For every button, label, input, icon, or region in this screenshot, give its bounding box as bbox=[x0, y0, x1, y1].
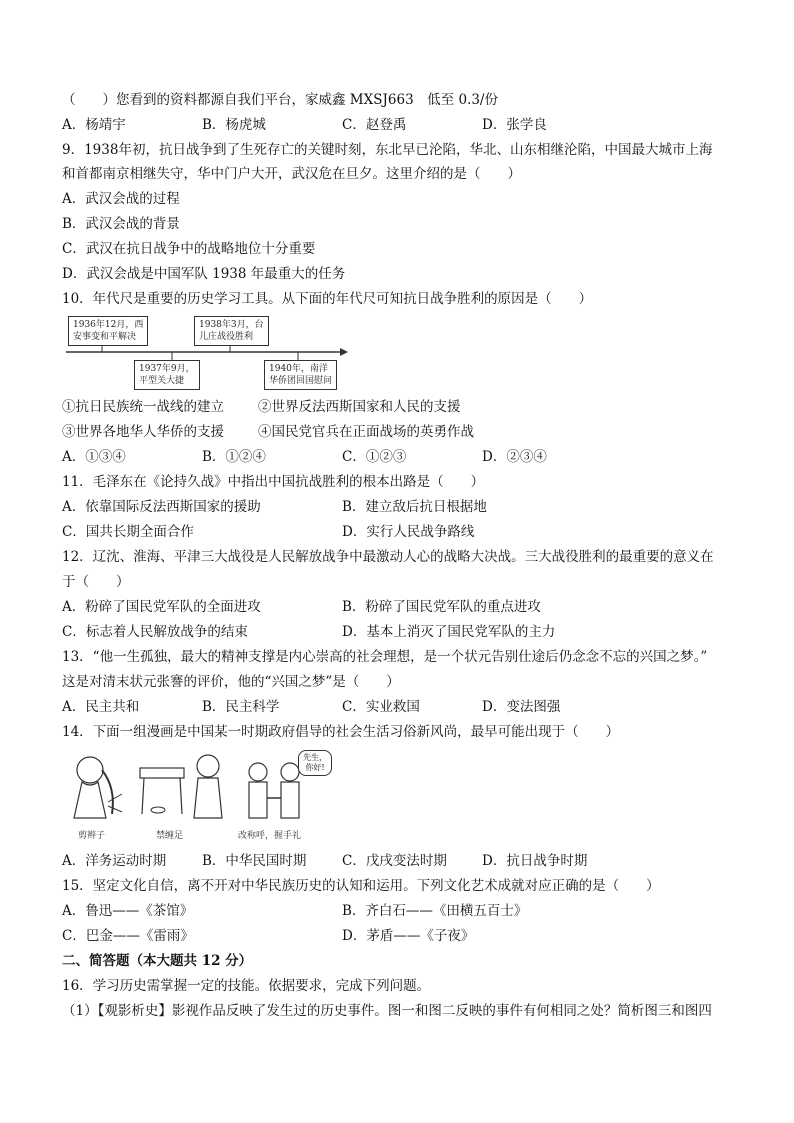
q11-option-b: B．建立敌后抗日根据地 bbox=[342, 499, 487, 515]
q10-stem: 10．年代尺是重要的历史学习工具。从下面的年代尺可知抗日战争胜利的原因是（ ） bbox=[62, 291, 593, 307]
q10-option-c: C．①②③ bbox=[342, 449, 407, 465]
q11-option-c: C．国共长期全面合作 bbox=[62, 524, 194, 540]
q10-item-3: ③世界各地华人华侨的支援 bbox=[62, 424, 224, 440]
q13-stem-line1: 13．“他一生孤独，最大的精神支撑是内心崇高的社会理想，是一个状元告别仕途后仍念念不忘的兴国之梦。” bbox=[62, 649, 708, 665]
q14-stem: 14．下面一组漫画是中国某一时期政府倡导的社会生活习俗新风尚，最早可能出现于（ ） bbox=[62, 724, 620, 740]
q12-option-a: A．粉碎了国民党军队的全面进攻 bbox=[62, 599, 261, 615]
q9-stem-line2: 和首都南京相继失守，华中门户大开，武汉危在旦夕。这里介绍的是（ ） bbox=[62, 166, 521, 182]
q14-option-b: B．中华民国时期 bbox=[202, 853, 307, 869]
q13-option-d: D．变法图强 bbox=[482, 699, 561, 715]
q13-stem-line2: 这是对清末状元张謇的评价，他的“兴国之梦”是（ ） bbox=[62, 674, 400, 690]
timeline-figure bbox=[62, 312, 350, 392]
q11-stem: 11．毛泽东在《论持久战》中指出中国抗战胜利的根本出路是（ ） bbox=[62, 474, 485, 490]
q10-item-4: ④国民党官兵在正面战场的英勇作战 bbox=[258, 424, 474, 440]
q9-option-d: D．武汉会战是中国军队 1938 年最重大的任务 bbox=[62, 266, 346, 282]
timeline-event-1940: 1940年，南洋 华侨团回国慰问 bbox=[264, 360, 337, 390]
q10-item-2: ②世界反法西斯国家和人民的支援 bbox=[258, 399, 461, 415]
q12-option-c: C．标志着人民解放战争的结束 bbox=[62, 624, 248, 640]
q15-option-c: C．巴金——《雷雨》 bbox=[62, 928, 194, 944]
q15-option-d: D．茅盾——《子夜》 bbox=[342, 928, 475, 944]
q16-part1: （1）【观影析史】影视作品反映了发生过的历史事件。图一和图二反映的事件有何相同之处？简析图三和图四 bbox=[62, 1003, 712, 1019]
q11-option-d: D．实行人民战争路线 bbox=[342, 524, 475, 540]
q15-option-a: A．鲁迅——《茶馆》 bbox=[62, 903, 194, 919]
speech-bubble: 先生， 你好! bbox=[298, 750, 332, 776]
q15-option-b: B．齐白石——《田横五百士》 bbox=[342, 903, 528, 919]
q12-stem-line1: 12．辽沈、淮海、平津三大战役是人民解放战争中最激动人心的战略大决战。三大战役胜利的最重要的意义在 bbox=[62, 549, 714, 565]
q8-option-d: D．张学良 bbox=[482, 117, 547, 133]
q9-option-b: B．武汉会战的背景 bbox=[62, 216, 180, 232]
q13-option-c: C．实业救国 bbox=[342, 699, 420, 715]
q14-option-a: A．洋务运动时期 bbox=[62, 853, 167, 869]
q8-option-a: A．杨靖宇 bbox=[62, 117, 126, 133]
q15-stem: 15．坚定文化自信，离不开对中华民族历史的认知和运用。下列文化艺术成就对应正确的是（ ） bbox=[62, 878, 660, 894]
q9-stem-line1: 9．1938年初，抗日战争到了生死存亡的关键时刻，东北早已沦陷，华北、山东相继沦陷，中国最大城市上海 bbox=[62, 142, 713, 158]
q13-option-a: A．民主共和 bbox=[62, 699, 140, 715]
q10-item-1: ①抗日民族统一战线的建立 bbox=[62, 399, 224, 415]
timeline-event-1938: 1938年3月，台 儿庄战役胜利 bbox=[194, 316, 269, 346]
q9-option-c: C．武汉在抗日战争中的战略地位十分重要 bbox=[62, 241, 316, 257]
q16-stem: 16．学习历史需掌握一定的技能。依据要求，完成下列问题。 bbox=[62, 978, 431, 994]
q14-option-d: D．抗日战争时期 bbox=[482, 853, 588, 869]
q8-stem: （ ）您看到的资料都源自我们平台，家威鑫 MXSJ663 低至 0.3/份 bbox=[62, 92, 498, 108]
q12-stem-line2: 于（ ） bbox=[62, 574, 130, 590]
comic-caption-1: 剪辫子 bbox=[78, 831, 106, 841]
q14-option-c: C．戊戌变法时期 bbox=[342, 853, 447, 869]
q12-option-b: B．粉碎了国民党军队的重点进攻 bbox=[342, 599, 541, 615]
q8-option-b: B．杨虎城 bbox=[202, 117, 266, 133]
q8-option-c: C．赵登禹 bbox=[342, 117, 407, 133]
q10-option-d: D．②③④ bbox=[482, 449, 547, 465]
q9-option-a: A．武汉会战的过程 bbox=[62, 191, 180, 207]
q13-option-b: B．民主科学 bbox=[202, 699, 280, 715]
comic-caption-2: 禁缠足 bbox=[156, 831, 184, 841]
q10-option-b: B．①②④ bbox=[202, 449, 266, 465]
q10-option-a: A．①③④ bbox=[62, 449, 126, 465]
q11-option-a: A．依靠国际反法西斯国家的援助 bbox=[62, 499, 261, 515]
comic-figure bbox=[62, 748, 332, 844]
section-heading: 二、简答题（本大题共 12 分） bbox=[62, 953, 253, 969]
timeline-event-1936: 1936年12月，西 安事变和平解决 bbox=[68, 316, 148, 346]
comic-caption-3: 改称呼，握手礼 bbox=[238, 831, 302, 841]
timeline-event-1937: 1937年9月， 平型关大捷 bbox=[134, 360, 200, 390]
q12-option-d: D．基本上消灭了国民党军队的主力 bbox=[342, 624, 556, 640]
